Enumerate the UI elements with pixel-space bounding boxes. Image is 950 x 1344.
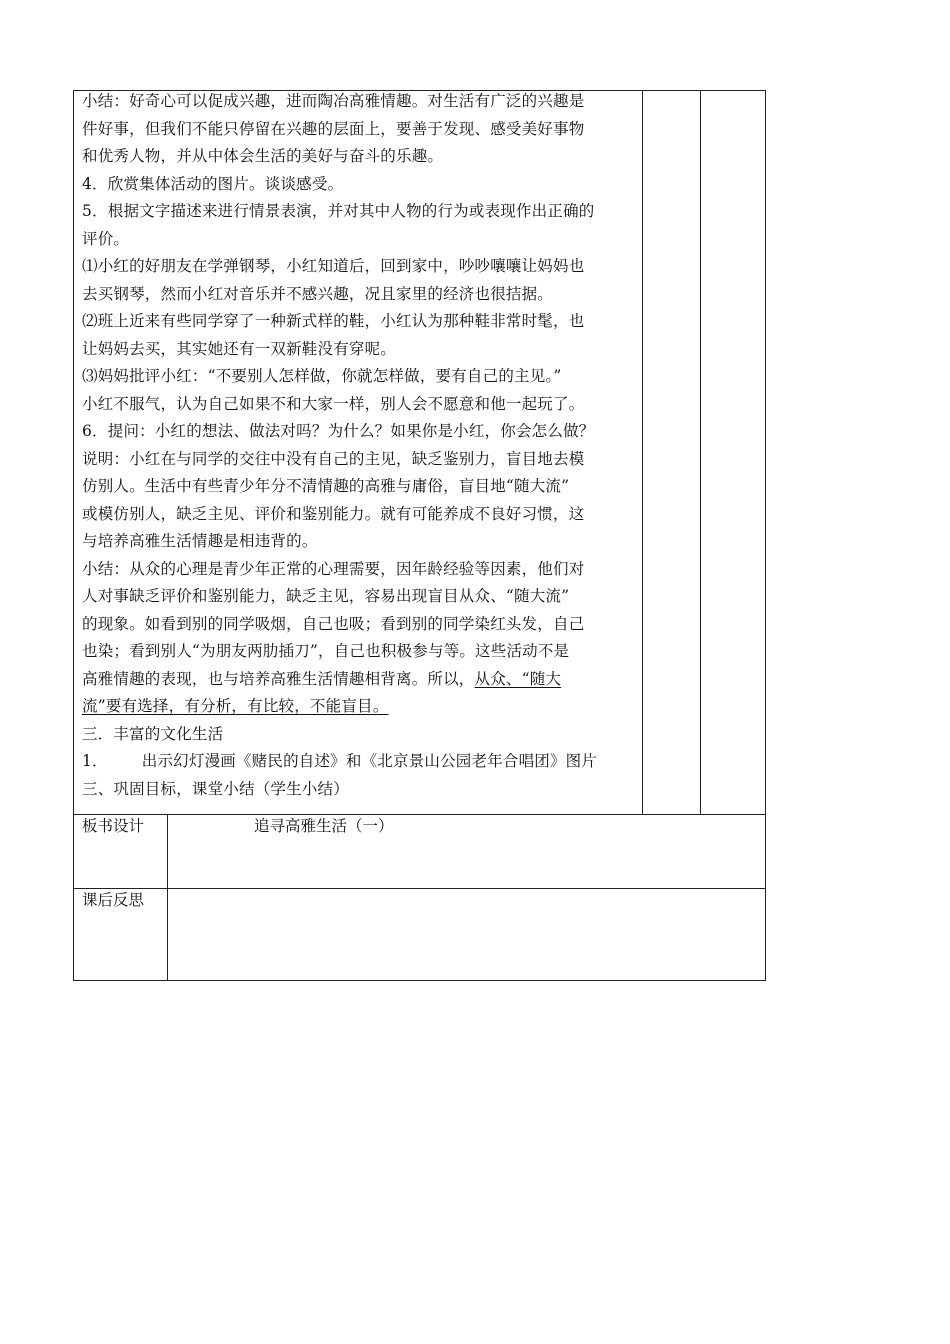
lesson-line: ⑶妈妈批评小红：“不要别人怎样做，你就怎样做，要有自己的主见。”	[82, 367, 562, 385]
table-border-left	[73, 90, 74, 981]
lesson-line: 让妈妈去买，其实她还有一双新鞋没有穿呢。	[82, 339, 397, 358]
lesson-line: 4．欣赏集体活动的图片。谈谈感受。	[82, 174, 344, 193]
lesson-line: 也染；看到别人“为朋友两肋插刀”，自己也积极参与等。这些活动不是	[82, 642, 570, 660]
item-number: 1．	[82, 752, 108, 770]
lesson-line	[82, 666, 638, 694]
lesson-text: 出示幻灯漫画《赌民的自述》和《北京景山公园老年合唱团》图片	[141, 752, 598, 770]
lesson-line: 件好事，但我们不能只停留在兴趣的层面上，要善于发现、感受美好事物	[82, 119, 585, 138]
lesson-line: 6．提问：小红的想法、做法对吗？为什么？如果你是小红，你会怎么做？	[82, 422, 595, 440]
lesson-line: 人对事缺乏评价和鉴别能力，缺乏主见，容易出现盲目从众、“随大流”	[82, 587, 570, 605]
board-design-label: 板书设计	[82, 817, 145, 835]
board-title: 追寻高雅生活（一）	[254, 817, 394, 835]
lesson-line: 仿别人。生活中有些青少年分不清情趣的高雅与庸俗，盲目地“随大流”	[82, 477, 570, 495]
lesson-line: 和优秀人物，并从中体会生活的美好与奋斗的乐趣。	[82, 147, 444, 165]
closing-line: 三、巩固目标，课堂小结（学生小结）	[82, 779, 349, 798]
lesson-line: 的现象。如看到别的同学吸烟，自己也吸；看到别的同学染红头发，自己	[82, 614, 585, 633]
lesson-line: 与培养高雅生活情趣是相违背的。	[82, 532, 318, 550]
row-divider-board-end	[73, 888, 766, 889]
table-border-right	[765, 90, 766, 981]
lesson-line: 去买钢琴，然而小红对音乐并不感兴趣，况且家里的经济也很拮据。	[82, 284, 554, 303]
lesson-line: 小结：从众的心理是青少年正常的心理需要，因年龄经验等因素，他们对	[82, 559, 585, 578]
lesson-line: ⑵班上近来有些同学穿了一种新式样的鞋，小红认为那种鞋非常时髦，也	[82, 312, 585, 330]
lesson-line: ⑴小红的好朋友在学弹钢琴，小红知道后，回到家中，吵吵嚷嚷让妈妈也	[82, 257, 585, 275]
lesson-line: 小结：好奇心可以促成兴趣，进而陶冶高雅情趣。对生活有广泛的兴趣是	[82, 92, 585, 110]
lesson-content	[82, 88, 638, 803]
column-divider-1	[642, 90, 643, 814]
label-column-divider	[167, 814, 168, 981]
underlined-text: 流”要有选择，有分析，有比较，不能盲目。	[82, 697, 389, 715]
section-title: 三．丰富的文化生活	[82, 724, 224, 743]
lesson-text: 高雅情趣的表现，也与培养高雅生活情趣相背离。所以，	[82, 669, 475, 688]
row-divider-lesson-end	[73, 814, 766, 815]
lesson-line	[82, 693, 638, 721]
underlined-text: 从众、“随大	[474, 669, 562, 688]
table-border-bottom	[73, 980, 766, 981]
lesson-line: 或模仿别人，缺乏主见、评价和鉴别能力。就有可能养成不良好习惯，这	[82, 504, 585, 523]
reflection-label: 课后反思	[82, 891, 145, 909]
lesson-line: 小红不服气，认为自己如果不和大家一样，别人会不愿意和他一起玩了。	[82, 394, 585, 413]
lesson-line: 说明：小红在与同学的交往中没有自己的主见，缺乏鉴别力，盲目地去模	[82, 449, 585, 468]
lesson-line: 5．根据文字描述来进行情景表演，并对其中人物的行为或表现作出正确的	[82, 202, 595, 220]
lesson-line: 评价。	[82, 229, 130, 248]
lesson-line	[82, 748, 638, 776]
column-divider-2	[700, 90, 701, 814]
